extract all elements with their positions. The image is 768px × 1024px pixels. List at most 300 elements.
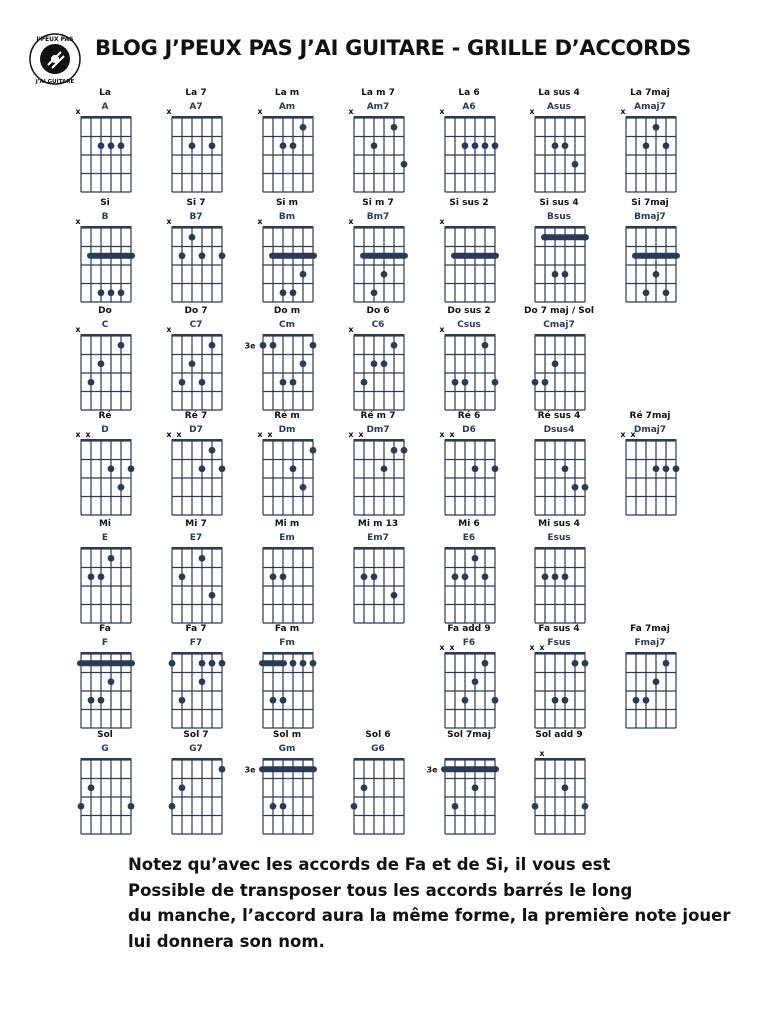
finger-dot (361, 573, 368, 580)
nut (535, 226, 586, 229)
chord-name: Do 6 (366, 306, 390, 316)
chord-name: Ré (98, 411, 112, 421)
finger-dot (472, 465, 479, 472)
finger-dot (381, 360, 388, 367)
finger-dot (189, 360, 196, 367)
finger-dot (663, 289, 670, 296)
finger-dot (643, 142, 650, 149)
nut (535, 758, 586, 761)
chord-diagram (60, 302, 150, 412)
nut (445, 116, 496, 119)
fretboard (605, 620, 695, 730)
fretboard (424, 726, 514, 836)
note-line: Possible de transposer tous les accords barrés le long (128, 880, 633, 900)
finger-dot (219, 252, 226, 259)
finger-dot (108, 555, 115, 562)
finger-dot (179, 697, 186, 704)
page-title: BLOG J’PEUX PAS J’AI GUITARE - GRILLE D’ACCORDS (95, 36, 691, 60)
finger-dot (118, 289, 125, 296)
fretboard (151, 194, 241, 304)
finger-dot (290, 660, 297, 667)
barre (451, 253, 499, 259)
finger-dot (401, 447, 408, 454)
chord-symbol: G6 (371, 744, 385, 754)
chord-symbol: Asus (546, 102, 572, 112)
finger-dot (169, 660, 176, 667)
finger-dot (371, 289, 378, 296)
chord-symbol: Amaj7 (634, 102, 666, 112)
muted-string-marker: x (166, 217, 172, 226)
finger-dot (209, 342, 216, 349)
finger-dot (179, 784, 186, 791)
nut (445, 334, 496, 337)
chord-name: Mi 6 (458, 519, 480, 529)
fretboard (151, 515, 241, 625)
finger-dot (351, 803, 358, 810)
finger-dot (118, 342, 125, 349)
nut (445, 547, 496, 550)
chord-symbol: A7 (189, 102, 203, 112)
chord-symbol: Dsus4 (543, 425, 575, 435)
chord-symbol: E7 (189, 533, 203, 543)
finger-dot (128, 465, 135, 472)
chord-name: La m (274, 88, 300, 98)
finger-dot (310, 342, 317, 349)
fretboard (514, 194, 604, 304)
barre (360, 253, 408, 259)
finger-dot (219, 465, 226, 472)
nut (445, 758, 496, 761)
barre (259, 766, 317, 772)
chord-name: La (99, 88, 111, 98)
chord-symbol: G7 (189, 744, 203, 754)
chord-name: Fa 7maj (630, 624, 670, 634)
finger-dot (300, 484, 307, 491)
finger-dot (391, 592, 398, 599)
muted-string-marker: x (348, 430, 354, 439)
fretboard (60, 620, 150, 730)
finger-dot (371, 573, 378, 580)
finger-dot (552, 697, 559, 704)
finger-dot (300, 124, 307, 131)
chord-diagram (514, 620, 604, 730)
muted-string-marker: x (348, 217, 354, 226)
finger-dot (532, 803, 539, 810)
fretboard (424, 620, 514, 730)
finger-dot (562, 784, 569, 791)
chord-name: Fa (99, 624, 111, 634)
finger-dot (300, 360, 307, 367)
finger-dot (199, 678, 206, 685)
chord-symbol: A6 (462, 102, 476, 112)
chord-symbol: Gm (278, 744, 296, 754)
finger-dot (542, 573, 549, 580)
chord-name: Mi sus 4 (538, 519, 580, 529)
muted-string-marker: x (439, 217, 445, 226)
chord-symbol: Fmaj7 (634, 638, 666, 648)
nut (263, 116, 314, 119)
muted-string-marker: x (166, 107, 172, 116)
chord-diagram (242, 620, 332, 730)
finger-dot (542, 234, 549, 241)
muted-string-marker: x (75, 325, 81, 334)
chord-symbol: D7 (189, 425, 203, 435)
chord-name: Si m (275, 198, 299, 208)
muted-string-marker: x (176, 430, 182, 439)
nut (263, 334, 314, 337)
finger-dot (98, 360, 105, 367)
finger-dot (98, 697, 105, 704)
nut (172, 652, 223, 655)
chord-name: La sus 4 (538, 88, 580, 98)
finger-dot (552, 271, 559, 278)
chord-name: Do 7 (184, 306, 208, 316)
chord-name: Sol (97, 730, 113, 740)
fretboard (242, 407, 332, 517)
finger-dot (280, 803, 287, 810)
finger-dot (391, 124, 398, 131)
finger-dot (582, 803, 589, 810)
finger-dot (260, 342, 267, 349)
fretboard (514, 407, 604, 517)
finger-dot (118, 142, 125, 149)
muted-string-marker: x (630, 430, 636, 439)
nut (626, 439, 677, 442)
chord-name: Mi m 13 (357, 519, 399, 529)
chord-name: Do 7 maj / Sol (523, 306, 595, 316)
chord-symbol: B7 (189, 212, 203, 222)
finger-dot (280, 142, 287, 149)
chord-symbol: Csus (457, 320, 481, 330)
footnote (128, 852, 748, 954)
finger-dot (290, 142, 297, 149)
nut (626, 116, 677, 119)
finger-dot (199, 252, 206, 259)
finger-dot (209, 660, 216, 667)
finger-dot (552, 360, 559, 367)
fretboard (151, 302, 241, 412)
fretboard (605, 194, 695, 304)
chord-name: Do m (273, 306, 301, 316)
chord-name: Ré 7 (184, 411, 208, 421)
chord-diagram (605, 407, 695, 517)
finger-dot (643, 697, 650, 704)
chord-diagram (514, 302, 604, 412)
finger-dot (452, 573, 459, 580)
fretboard (151, 407, 241, 517)
fretboard (60, 302, 150, 412)
nut (535, 652, 586, 655)
chord-diagram (60, 515, 150, 625)
chord-symbol: Bsus (547, 212, 571, 222)
muted-string-marker: x (75, 217, 81, 226)
finger-dot (462, 379, 469, 386)
finger-dot (482, 142, 489, 149)
chord-name: Sol m (272, 730, 302, 740)
finger-dot (371, 360, 378, 367)
chord-diagram (424, 302, 514, 412)
fretboard (514, 620, 604, 730)
chord-diagram (242, 194, 332, 304)
muted-string-marker: x (166, 430, 172, 439)
muted-string-marker: x (620, 107, 626, 116)
fretboard (424, 515, 514, 625)
chord-symbol: Fm (279, 638, 295, 648)
finger-dot (562, 573, 569, 580)
chord-diagram (151, 620, 241, 730)
finger-dot (653, 678, 660, 685)
fretboard (60, 407, 150, 517)
svg-text:J'PEUX PAS: J'PEUX PAS (36, 36, 74, 43)
barre (77, 660, 135, 666)
chord-name: La 7maj (630, 88, 670, 98)
fretboard (242, 84, 332, 194)
chord-diagram (151, 726, 241, 836)
finger-dot (542, 379, 549, 386)
chord-name: Mi m (274, 519, 300, 529)
fretboard (60, 194, 150, 304)
finger-dot (280, 697, 287, 704)
chord-symbol: A (101, 102, 109, 112)
chord-diagram (60, 84, 150, 194)
chord-diagram (242, 407, 332, 517)
chord-name: Ré m 7 (360, 411, 396, 421)
chord-diagram (333, 302, 423, 412)
chord-diagram (60, 194, 150, 304)
chord-symbol: Esus (547, 533, 571, 543)
fretboard (333, 84, 423, 194)
muted-string-marker: x (75, 430, 81, 439)
chord-name: Sol 7maj (447, 730, 491, 740)
barre (87, 253, 135, 259)
chord-symbol: D6 (462, 425, 476, 435)
chord-symbol: Am7 (366, 102, 390, 112)
nut (535, 547, 586, 550)
finger-dot (189, 142, 196, 149)
finger-dot (673, 465, 680, 472)
fretboard (514, 302, 604, 412)
chord-name: Ré sus 4 (537, 411, 581, 421)
finger-dot (653, 465, 660, 472)
finger-dot (492, 142, 499, 149)
finger-dot (310, 447, 317, 454)
finger-dot (169, 803, 176, 810)
muted-string-marker: x (166, 325, 172, 334)
nut (445, 652, 496, 655)
fretboard (514, 726, 604, 836)
chord-diagram (60, 620, 150, 730)
fretboard (514, 84, 604, 194)
chord-name: Fa m (274, 624, 300, 634)
chord-name: Do (98, 306, 112, 316)
chord-diagram (242, 515, 332, 625)
chord-name: Si m 7 (362, 198, 394, 208)
chord-symbol: C (101, 320, 109, 330)
chord-diagram (151, 194, 241, 304)
chord-diagram (242, 84, 332, 194)
finger-dot (643, 289, 650, 296)
muted-string-marker: x (439, 325, 445, 334)
finger-dot (108, 142, 115, 149)
finger-dot (88, 379, 95, 386)
fret-number-label: 3e (244, 341, 256, 351)
finger-dot (108, 678, 115, 685)
nut (172, 116, 223, 119)
chord-symbol: Cm (279, 320, 295, 330)
fretboard (424, 302, 514, 412)
finger-dot (219, 766, 226, 773)
finger-dot (401, 161, 408, 168)
chord-diagram (242, 726, 332, 836)
finger-dot (582, 234, 589, 241)
nut (263, 758, 314, 761)
chord-diagram (151, 84, 241, 194)
chord-name: Si sus 2 (449, 198, 489, 208)
finger-dot (108, 465, 115, 472)
nut (354, 116, 405, 119)
nut (81, 334, 132, 337)
fretboard (424, 84, 514, 194)
finger-dot (128, 803, 135, 810)
barre (269, 253, 317, 259)
chord-name: Ré 6 (457, 411, 481, 421)
nut (535, 116, 586, 119)
finger-dot (310, 660, 317, 667)
fretboard (151, 620, 241, 730)
muted-string-marker: x (348, 107, 354, 116)
muted-string-marker: x (529, 643, 535, 652)
finger-dot (472, 142, 479, 149)
finger-dot (462, 142, 469, 149)
note-line: Notez qu’avec les accords de Fa et de Si, il vous est (128, 855, 611, 874)
chord-diagram (333, 84, 423, 194)
muted-string-marker: x (348, 325, 354, 334)
barre (632, 253, 680, 259)
finger-dot (472, 784, 479, 791)
chord-symbol: Am (278, 102, 296, 112)
chord-symbol: F7 (189, 638, 203, 648)
fretboard (242, 726, 332, 836)
fretboard (60, 515, 150, 625)
finger-dot (462, 573, 469, 580)
finger-dot (88, 784, 95, 791)
chord-symbol: Bm (278, 212, 296, 222)
chord-symbol: Dm7 (366, 425, 390, 435)
note-line: du manche, l’accord aura la même forme, la première note jouer (128, 906, 731, 925)
finger-dot (482, 342, 489, 349)
nut (626, 652, 677, 655)
finger-dot (572, 660, 579, 667)
chord-symbol: C6 (371, 320, 385, 330)
nut (445, 226, 496, 229)
finger-dot (189, 234, 196, 241)
muted-string-marker: x (439, 107, 445, 116)
chord-diagram (60, 407, 150, 517)
chord-diagram (514, 194, 604, 304)
finger-dot (381, 465, 388, 472)
finger-dot (219, 660, 226, 667)
muted-string-marker: x (529, 107, 535, 116)
muted-string-marker: x (449, 430, 455, 439)
chord-name: Ré 7maj (629, 411, 671, 421)
nut (81, 226, 132, 229)
chord-symbol: Bmaj7 (634, 212, 666, 222)
finger-dot (270, 803, 277, 810)
nut (354, 226, 405, 229)
finger-dot (209, 447, 216, 454)
finger-dot (532, 379, 539, 386)
muted-string-marker: x (539, 643, 545, 652)
finger-dot (452, 379, 459, 386)
nut (81, 116, 132, 119)
finger-dot (270, 697, 277, 704)
chord-symbol: Cmaj7 (543, 320, 575, 330)
chord-diagram (151, 515, 241, 625)
fretboard (242, 620, 332, 730)
chord-diagram (333, 407, 423, 517)
chord-diagram (333, 726, 423, 836)
fretboard (60, 84, 150, 194)
finger-dot (572, 161, 579, 168)
nut (263, 439, 314, 442)
chord-name: Fa add 9 (447, 624, 491, 634)
fretboard (605, 84, 695, 194)
chord-diagram (242, 302, 332, 412)
chord-name: La 7 (185, 88, 207, 98)
nut (263, 547, 314, 550)
muted-string-marker: x (539, 749, 545, 758)
fretboard (151, 726, 241, 836)
fretboard (242, 302, 332, 412)
chord-diagram (151, 407, 241, 517)
chord-diagram (514, 84, 604, 194)
finger-dot (582, 484, 589, 491)
finger-dot (280, 379, 287, 386)
finger-dot (209, 142, 216, 149)
chord-diagram (424, 726, 514, 836)
chord-symbol: Em7 (367, 533, 389, 543)
finger-dot (98, 142, 105, 149)
chord-name: Sol 7 (183, 730, 209, 740)
nut (81, 547, 132, 550)
nut (354, 758, 405, 761)
chord-name: La 6 (458, 88, 480, 98)
finger-dot (562, 271, 569, 278)
fretboard (60, 726, 150, 836)
finger-dot (371, 142, 378, 149)
muted-string-marker: x (85, 430, 91, 439)
finger-dot (663, 465, 670, 472)
finger-dot (290, 379, 297, 386)
nut (263, 226, 314, 229)
muted-string-marker: x (267, 430, 273, 439)
chord-diagram (605, 194, 695, 304)
finger-dot (391, 342, 398, 349)
finger-dot (462, 697, 469, 704)
nut (172, 547, 223, 550)
barre (259, 660, 287, 666)
finger-dot (209, 592, 216, 599)
nut (354, 547, 405, 550)
finger-dot (472, 555, 479, 562)
finger-dot (562, 697, 569, 704)
finger-dot (300, 271, 307, 278)
svg-text:J'AI GUITARE: J'AI GUITARE (35, 79, 75, 85)
chord-diagram (605, 84, 695, 194)
finger-dot (179, 252, 186, 259)
chord-diagram (333, 515, 423, 625)
muted-string-marker: x (439, 430, 445, 439)
